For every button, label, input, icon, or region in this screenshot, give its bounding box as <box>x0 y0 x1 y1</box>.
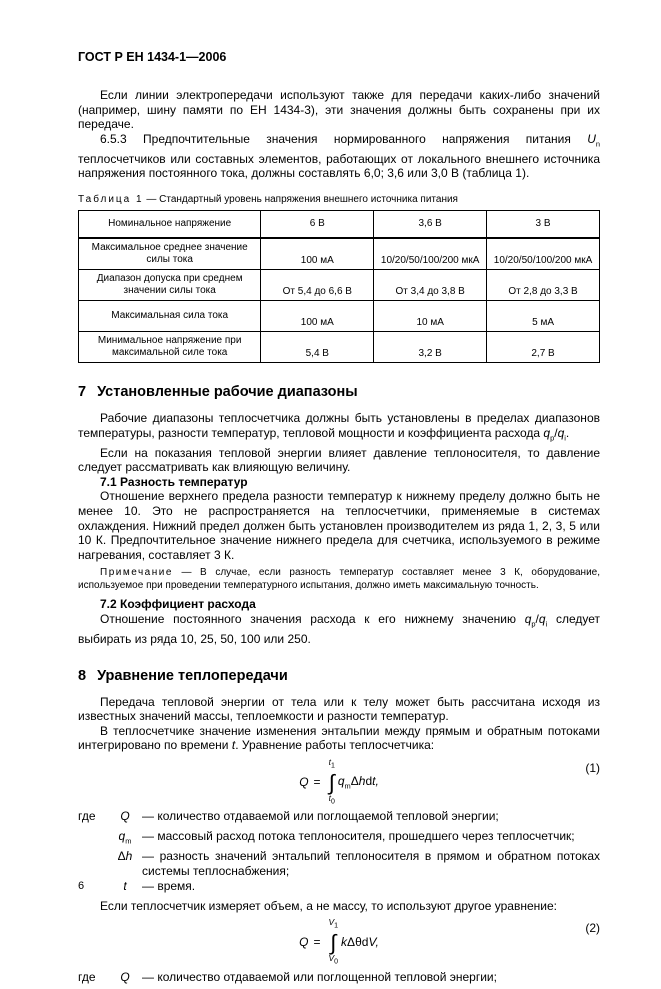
where-description: — количество отдаваемой или поглощаемой тепловой энергии; <box>142 809 600 829</box>
paragraph-text: . Уравнение работы теплосчетчика: <box>235 738 434 752</box>
paragraph-temperature-difference: Отношение верхнего предела разности температур к нижнему пределу должно быть не менее 10. Это не распространяется на теплосчетчики, применяемые в системах охлаждения. Нижний предел должен быть установлен производителем из ряда 1, 2, 3, 5 или 10 К. Предпочтительное значение нижнего предела для счетчика, используемого в режиме нагревания, составляет 3 К. <box>78 489 600 562</box>
section-8-heading <box>78 668 600 684</box>
where-description: — время. <box>142 879 600 899</box>
where-description: — массовый расход потока теплоносителя, прошедшего через теплосчетчик; <box>142 829 600 849</box>
symbol-qp: q <box>543 426 550 440</box>
section-7-title: Установленные рабочие диапазоны <box>97 384 358 400</box>
section-8-number: 8 <box>78 668 86 684</box>
table-caption-text: Стандартный уровень напряжения внешнего источника питания <box>159 194 458 205</box>
equation-1-number: (1) <box>585 761 600 775</box>
table-row <box>79 331 600 362</box>
row-label: Диапазон допуска при среднем значении силы тока <box>79 269 261 300</box>
equals-sign: = <box>313 935 320 949</box>
paragraph-flow-ratio <box>78 612 600 647</box>
where-symbol: t <box>78 879 142 899</box>
symbol-qp-subscript: p <box>550 433 554 442</box>
symbol-Un: U <box>587 132 596 146</box>
integrand: kΔθdV, <box>341 935 379 949</box>
symbol-qp-subscript: p <box>531 619 535 628</box>
integral-sign: ∫ <box>330 931 336 954</box>
cell-value: 100 мА <box>261 300 374 331</box>
paragraph-text: Рабочие диапазоны теплосчетчика должны быть установлены в пределах диапазонов температуры, разности температур, тепловой мощности и коэффициента расхода <box>78 411 600 440</box>
equation-1 <box>78 758 600 806</box>
cell-value: От 5,4 до 6,6 В <box>261 269 374 300</box>
equation-2-number: (2) <box>585 921 600 935</box>
section-7-heading <box>78 384 600 400</box>
cell-value: 10 мА <box>374 300 487 331</box>
where-item <box>78 849 600 878</box>
where-list-2 <box>78 970 600 989</box>
column-header-3-6v: 3,6 В <box>374 210 487 238</box>
equation-1-formula <box>78 758 600 806</box>
paragraph-text: 6.5.3 Предпочтительные значения нормированного напряжения питания <box>100 132 587 146</box>
symbol-qi-subscript: i <box>546 619 548 628</box>
where-item <box>78 879 600 899</box>
where-item <box>78 809 600 829</box>
cell-value: 100 мА <box>261 238 374 270</box>
cell-value: 5 мА <box>487 300 600 331</box>
paragraph-volume-measurement: Если теплосчетчик измеряет объем, а не массу, то используют другое уравнение: <box>78 899 600 914</box>
note-label: Примечание <box>100 567 173 578</box>
paragraph-text: следует выбирать из ряда 10, 25, 50, 100 или 250. <box>78 612 600 646</box>
where-symbol: Δh <box>78 849 142 878</box>
column-header-3v: 3 В <box>487 210 600 238</box>
section-7-1-heading: 7.1 Разность температур <box>78 475 600 490</box>
table-caption-dash: — <box>144 194 160 205</box>
symbol-qi: q <box>558 426 565 440</box>
paragraph-heat-transfer: Передача тепловой энергии от тела или к телу может быть рассчитана исходя из известных значений массы, теплоемкости и разности температур. <box>78 695 600 724</box>
section-8-title: Уравнение теплопередачи <box>97 668 288 684</box>
where-item <box>78 970 600 989</box>
cell-value: От 3,4 до 3,8 В <box>374 269 487 300</box>
column-header-6v: 6 В <box>261 210 374 238</box>
column-header-nominal-voltage: Номинальное напряжение <box>79 210 261 238</box>
cell-value: 10/20/50/100/200 мкА <box>487 238 600 270</box>
cell-value: 5,4 В <box>261 331 374 362</box>
section-7-2-heading: 7.2 Коэффициент расхода <box>78 597 600 612</box>
symbol-Un-subscript: n <box>596 139 600 148</box>
where-description: — разность значений энтальпий теплоносителя в прямом и обратном потоках системы теплоснабжения; <box>142 849 600 878</box>
paragraph-text: теплосчетчиков или составных элементов, работающих от локального внешнего источника напряжения постоянного тока, должны составлять 6,0; 3,6 или 3,0 В (таблица 1). <box>78 152 600 181</box>
where-symbol: где Q <box>78 809 142 829</box>
equation-2 <box>78 918 600 966</box>
equals-sign: = <box>314 775 321 789</box>
symbol-qi: q <box>539 612 546 626</box>
where-symbol: где Q <box>78 970 142 989</box>
lower-limit: $V_0$ <box>328 954 338 967</box>
integral-sign: ∫ <box>329 771 335 794</box>
table-row <box>79 238 600 270</box>
table-caption <box>78 194 600 205</box>
paragraph-text: В теплосчетчике значение изменения энтальпии между прямым и обратным потоками интегрировано по времени <box>78 724 600 753</box>
symbol-qi-subscript: i <box>564 433 566 442</box>
equation-2-formula <box>78 918 600 966</box>
paragraph-pressure: Если на показания тепловой энергии влияет давление теплоносителя, то давление следует рассматривать как влияющую величину. <box>78 446 600 475</box>
where-symbol: $q_m$ <box>78 829 142 849</box>
slash: / <box>554 426 557 440</box>
symbol-Q: Q <box>299 775 308 789</box>
cell-value: 10/20/50/100/200 мкА <box>374 238 487 270</box>
upper-limit: $t_1$ <box>329 758 335 771</box>
cell-value: От 2,8 до 3,3 В <box>487 269 600 300</box>
symbol-qp: q <box>525 612 532 626</box>
paragraph-power-lines: Если линии электропередачи используют также для передачи каких-либо значений (например, шину памяти по ЕН 1434-3), эти значения должны быть сохранены при их передаче. <box>78 88 600 132</box>
cell-value: 3,2 В <box>374 331 487 362</box>
symbol-t: t <box>232 738 235 752</box>
doc-code: ГОСТ Р ЕН 1434-1—2006 <box>78 50 600 64</box>
table-row <box>79 269 600 300</box>
paragraph-enthalpy <box>78 724 600 753</box>
integral-with-limits <box>329 758 335 806</box>
where-description: — количество отдаваемой или поглощенной тепловой энергии; <box>142 970 600 989</box>
where-list-1 <box>78 809 600 898</box>
paragraph-operating-ranges <box>78 411 600 446</box>
table-1 <box>78 210 600 363</box>
where-item <box>78 829 600 849</box>
integral-with-limits <box>328 918 338 966</box>
section-7-number: 7 <box>78 384 86 400</box>
row-label: Минимальное напряжение при максимальной силе тока <box>79 331 261 362</box>
upper-limit: $V_1$ <box>328 918 338 931</box>
symbol-Q: Q <box>299 935 308 949</box>
table-caption-label: Таблица 1 <box>78 194 144 205</box>
cell-value: 2,7 В <box>487 331 600 362</box>
note <box>78 567 600 592</box>
table-header-row <box>79 210 600 238</box>
slash: / <box>536 612 539 626</box>
note-text: — В случае, если разность температур составляет менее 3 К, оборудование, используемое при проведении температурного испытания, должно иметь максимальную точность. <box>78 567 600 591</box>
lower-limit: $t_0$ <box>329 794 335 807</box>
page-number: 6 <box>78 880 84 892</box>
row-label: Максимальное среднее значение силы тока <box>79 238 261 270</box>
paragraph-6-5-3 <box>78 132 600 181</box>
paragraph-text: Отношение постоянного значения расхода к его нижнему значению <box>100 612 525 626</box>
paragraph-text: . <box>566 426 569 440</box>
table-row <box>79 300 600 331</box>
integrand: $q_m\Delta hdt$, <box>338 774 379 790</box>
row-label: Максимальная сила тока <box>79 300 261 331</box>
